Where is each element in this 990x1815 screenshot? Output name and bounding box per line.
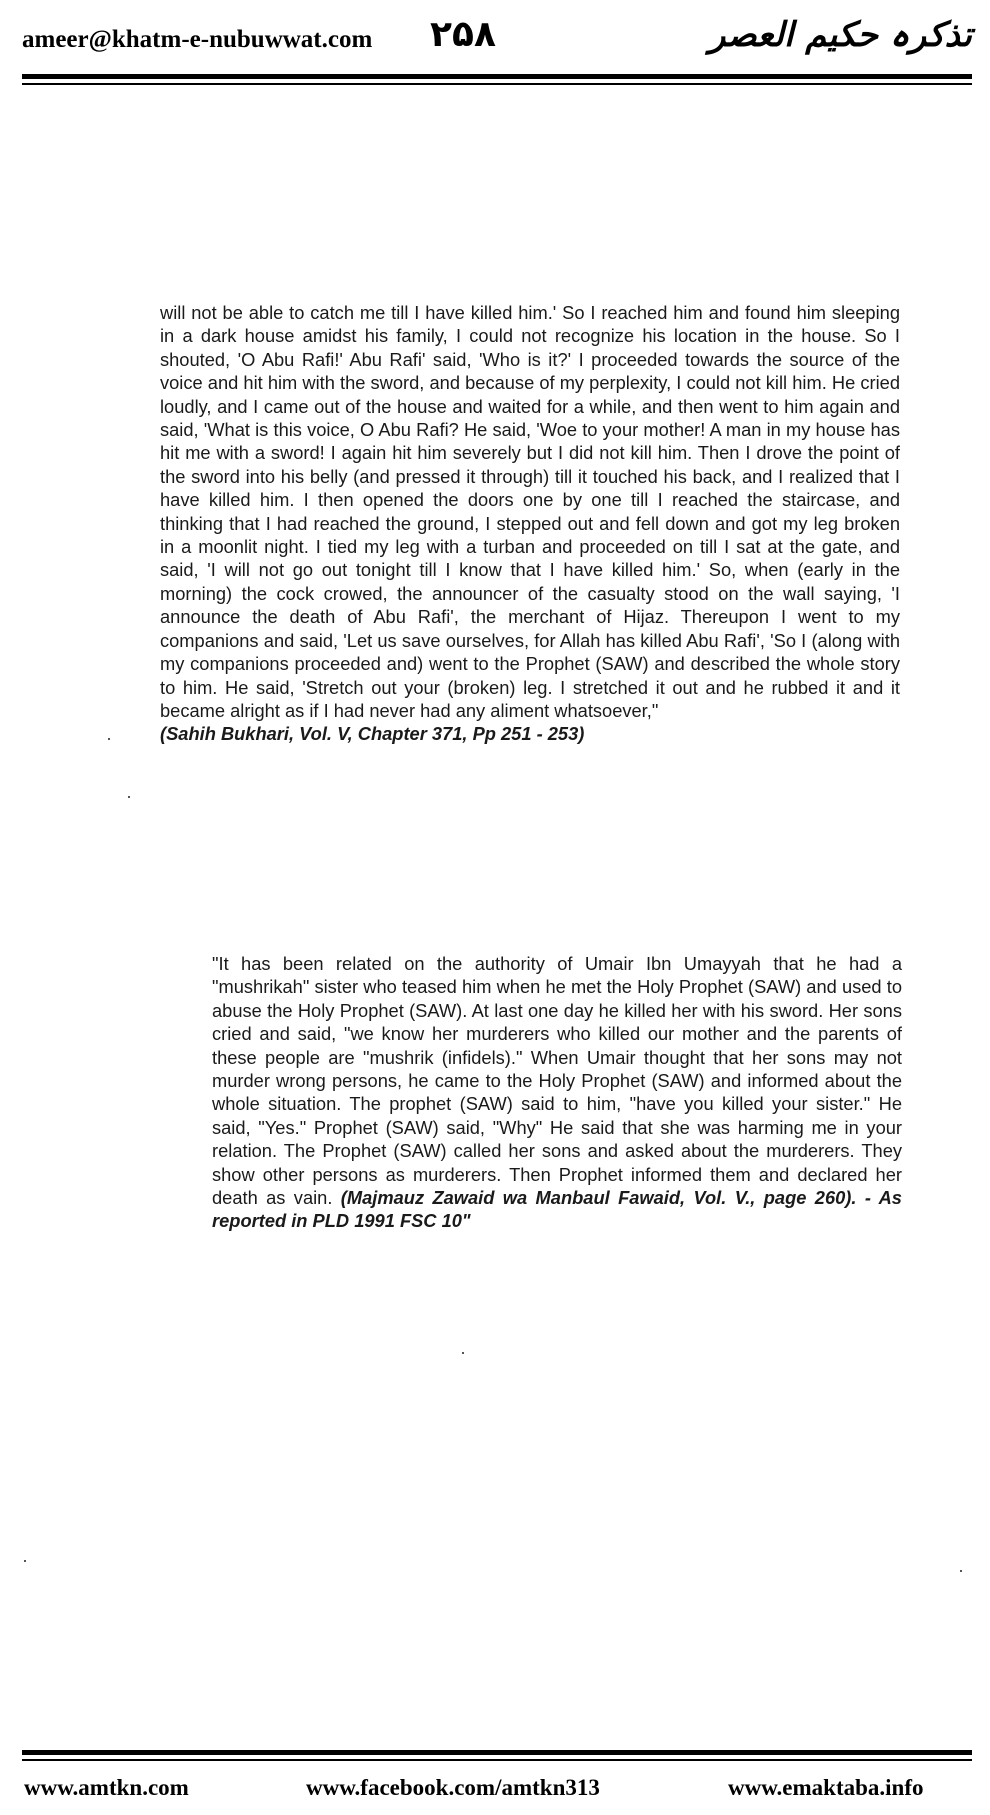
paragraph-text: "It has been related on the authority of Umair Ibn Umayyah that he had a "mushrikah" sister who teased him when he met the Holy Prophet (SAW) and used to abuse the Holy Prophet (SAW). At last one day he killed her with his sword. Her sons cried and said, "we know her murderers who killed our mother and the parents of these people are "mushrik (infidels)." When Umair thought that her sons may not murder wrong persons, he came to the Holy Prophet (SAW) and informed about the whole situation. The prophet (SAW) said to him, "have you killed your sister." He said, "Yes." Prophet (SAW) said, "Why" He said that she was harming me in your relation. The Prophet (SAW) called her sons and asked about the murderers. They show other persons as murderers. Then Prophet informed them and declared her death as vain. <box>212 953 902 1209</box>
footer-rule-thick <box>22 1750 972 1755</box>
footer-link-facebook[interactable]: www.facebook.com/amtkn313 <box>306 1775 600 1800</box>
page-number: ۲۵۸ <box>430 14 496 55</box>
scan-speck <box>960 1570 962 1572</box>
scan-speck <box>462 1352 464 1354</box>
citation-bukhari: (Sahih Bukhari, Vol. V, Chapter 371, Pp 251 - 253) <box>160 723 585 745</box>
citation-majmauz: (Majmauz Zawaid wa Manbaul Fawaid, Vol. V., page 260). - As reported in PLD 1991 FSC 10" <box>212 1187 902 1232</box>
footer-link-emaktaba[interactable]: www.emaktaba.info <box>728 1775 924 1800</box>
paragraph-bukhari <box>160 301 900 746</box>
footer-link-amtkn[interactable]: www.amtkn.com <box>24 1775 189 1800</box>
header-rule-thin <box>22 83 972 85</box>
scan-speck <box>128 796 130 798</box>
book-title: تذکرہ حکیم العصر <box>709 15 972 55</box>
paragraph-umair <box>212 952 902 1233</box>
footer-rule-thin <box>22 1759 972 1761</box>
scan-speck <box>24 1560 26 1562</box>
header-email[interactable]: ameer@khatm-e-nubuwwat.com <box>22 26 373 53</box>
paragraph-text: will not be able to catch me till I have killed him.' So I reached him and found him sleeping in a dark house amidst his family, I could not recognize his location in the house. So I shouted, 'O Abu Rafi!' Abu Rafi' said, 'Who is it?' I proceeded towards the source of the voice and hit him with the sword, and because of my perplexity, I could not kill him. He cried loudly, and I came out of the house and waited for a while, and then went to him again and said, 'What is this voice, O Abu Rafi? He said, 'Woe to your mother! A man in my house has hit me with a sword! I again hit him severely but I did not kill him. Then I drove the point of the sword into his belly (and pressed it through) till it touched his back, and I realized that I have killed him. I then opened the doors one by one till I reached the staircase, and thinking that I had reached the ground, I stepped out and fell down and got my leg broken in a moonlit night. I tied my leg with a turban and proceeded on till I sat at the gate, and said, 'I will not go out tonight till I know that I have killed him.' So, when (early in the morning) the cock crowed, the announcer of the casualty stood on the wall saying, 'I announce the death of Abu Rafi', the merchant of Hijaz. Thereupon I went to my companions and said, 'Let us save ourselves, for Allah has killed Abu Rafi', 'So I (along with my companions proceeded and) went to the Prophet (SAW) and described the whole story to him. He said, 'Stretch out your (broken) leg. I stretched it out and he rubbed it and it became alright as if I had never had any aliment whatsoever," <box>160 302 900 721</box>
scan-speck <box>108 738 110 740</box>
header-rule-thick <box>22 74 972 79</box>
